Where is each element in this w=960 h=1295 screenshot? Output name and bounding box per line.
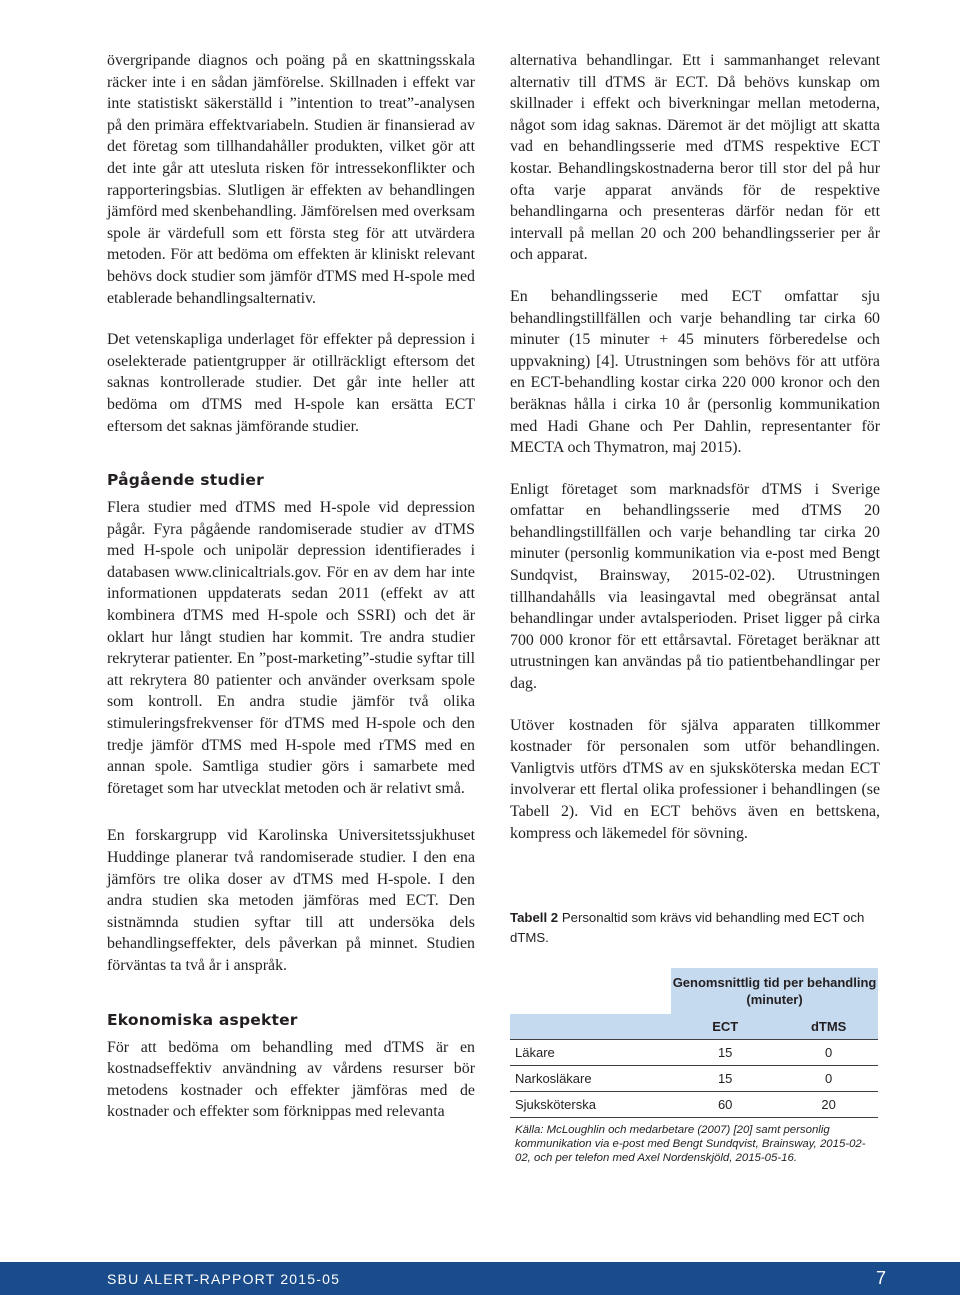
page-footer: [0, 1262, 960, 1295]
table-row: [510, 1066, 878, 1092]
cell-dtms: 0: [779, 1066, 878, 1092]
left-paragraph-1: övergripande diagnos och poäng på en skattningsskala räcker inte i en sådan jämförelse. Skillnaden i effekt var inte statistiskt säkerställd i ”intention to treat”-analysen på den primära effektvariabeln. Studien är finansierad av det företag som tillhandahåller produkten, vilket gör att det inte går att utesluta risken för intressekonflikter och rapporteringsbias. Slutligen är effekten av behandlingen jämförd med skenbehandling. Jämförelsen med overksam spole är värdefull som ett första steg för att utvärdera metoden. För att bedöma om effekten är kliniskt relevant behövs dock studier som jämför dTMS med H-spole med etablerade behandlingsalternativ.: [107, 52, 475, 307]
right-paragraph-2: En behandlingsserie med ECT omfattar sju behandlingstillfällen och varje behandling tar cirka 60 minuter (15 minuter + 45 minuters förberedelse och uppvakning) [4]. Utrustningen som behövs för att utföra en ECT-behandling kostar cirka 220 000 kronor och den beräknas hålla i cirka 10 år (personlig kommunikation med Hadi Ghane och Per Dahlin, representanter för MECTA och Thymatron, maj 2015).: [510, 287, 880, 457]
footer-report-name: SBU ALERT-RAPPORT 2015-05: [107, 1271, 341, 1287]
table-row: [510, 1092, 878, 1118]
right-paragraph-1: alternativa behandlingar. Ett i sammanhanget relevant alternativ till dTMS är ECT. Då behövs kunskap om skillnader i effekt och biverkningar mellan metoderna, något som idag saknas. Däremot är det möjligt att skatta vad en behandlingsserie med dTMS respektive ECT kostar. Behandlingskostnaderna beror till stor del på hur ofta varje apparat används för de respektive behandlingarna och presenteras därför nedan för ett intervall på mellan 20 och 200 behandlingsserier per år och apparat.: [510, 52, 880, 264]
table-2: [510, 908, 880, 1165]
cell-dtms: 0: [779, 1040, 878, 1066]
row-label: Läkare: [510, 1040, 671, 1066]
table-corner: [510, 968, 671, 1014]
table-caption: [510, 908, 880, 948]
heading-ekonomiska-aspekter: Ekonomiska aspekter: [107, 1010, 298, 1029]
row-label: Sjuksköterska: [510, 1092, 671, 1118]
right-paragraph-3: Enligt företaget som marknadsför dTMS i Sverige omfattar en behandlingsserie med dTMS 20 behandlingstillfällen och varje behandling tar cirka 20 minuter (personlig kommunikation via e-post med Bengt Sundqvist, Brainsway, 2015-02-02). Utrustningen tillhandahålls via leasingavtal med obegränsat antal behandlingar under avtalsperioden. Priset ligger på cirka 700 000 kronor för ett ettårsavtal. Företaget beräknar att utrustningen kan användas på tio patientbehandlingar per dag.: [510, 480, 880, 693]
table-row: [510, 1040, 878, 1066]
table-corner-sub: [510, 1014, 671, 1040]
column-header-dtms: dTMS: [779, 1014, 878, 1040]
page-number: 7: [875, 1268, 886, 1288]
left-paragraph-4: En forskargrupp vid Karolinska Universitetssjukhuset Huddinge planerar två randomiserade studier. I den ena jämförs tre olika doser av dTMS med H-spole. I den andra studien ska metoden jämföras med ECT. Den sistnämnda studien syftar till att undersöka dels behandlingseffekter, dels påverkan på minnet. Studien förväntas ta två år i anspråk.: [107, 827, 475, 974]
table-group-header: Genomsnittlig tid per behandling (minuter): [671, 968, 878, 1014]
cell-ect: 60: [671, 1092, 779, 1118]
left-column: [107, 50, 475, 1123]
cell-ect: 15: [671, 1040, 779, 1066]
left-paragraph-5: För att bedöma om behandling med dTMS är en kostnadseffektiv användning av vårdens resurser bör metodens kostnader och effekter jämföras med de kostnader och effekter som förknippas med relevanta: [107, 1038, 475, 1121]
table-caption-label: Tabell 2: [510, 910, 559, 925]
cell-ect: 15: [671, 1066, 779, 1092]
cell-dtms: 20: [779, 1092, 878, 1118]
table-source-note: Källa: McLoughlin och medarbetare (2007) [20] samt personlig kommunikation via e-post med Bengt Sundqvist, Brainsway, 2015-02-02, och per telefon med Axel Nordenskjöld, 2015-05-16.: [515, 1124, 866, 1164]
personnel-time-table: [510, 968, 878, 1118]
heading-pagaende-studier: Pågående studier: [107, 471, 264, 490]
left-paragraph-2: Det vetenskapliga underlaget för effekter på depression i oselekterade patientgrupper är otillräckligt eftersom det saknas kontrollerade studier. Det går inte heller att bedöma om dTMS med H-spole kan ersätta ECT eftersom det saknas jämförande studier.: [107, 331, 475, 435]
column-header-ect: ECT: [671, 1014, 779, 1040]
right-paragraph-4: Utöver kostnaden för själva apparaten tillkommer kostnader för personalen som utför behandlingen. Vanligtvis utförs dTMS av en sjuksköterska medan ECT involverar ett flertal olika professioner i behandlingen (se Tabell 2). Vid en ECT behövs även en bettskena, kompress och läkemedel för sövning.: [510, 716, 880, 842]
left-paragraph-3: Flera studier med dTMS med H-spole vid depression pågår. Fyra pågående randomiserade studier av dTMS med H-spole och unipolär depression identifierades i databasen www.clinicaltrials.gov. För en av dem har inte informationen uppdaterats sedan 2011 (effekt av att kombinera dTMS med H-spole och SSRI) och det är oklart hur långt studien har kommit. Tre andra studier rekryterar patienter. En ”post-marketing”-studie syftar till att rekrytera 80 patienter och använder overksam spole som kontroll. En andra studie jämför två olika stimuleringsfrekvenser för dTMS med H-spole och den tredje jämför dTMS med H-spole med rTMS med en annan spole. Samtliga studier görs i samarbete med företaget som har utvecklat metoden och är relativt små.: [107, 499, 475, 797]
row-label: Narkosläkare: [510, 1066, 671, 1092]
table-caption-text: Personaltid som krävs vid behandling med ECT och dTMS.: [510, 910, 865, 945]
right-column: [510, 50, 880, 844]
